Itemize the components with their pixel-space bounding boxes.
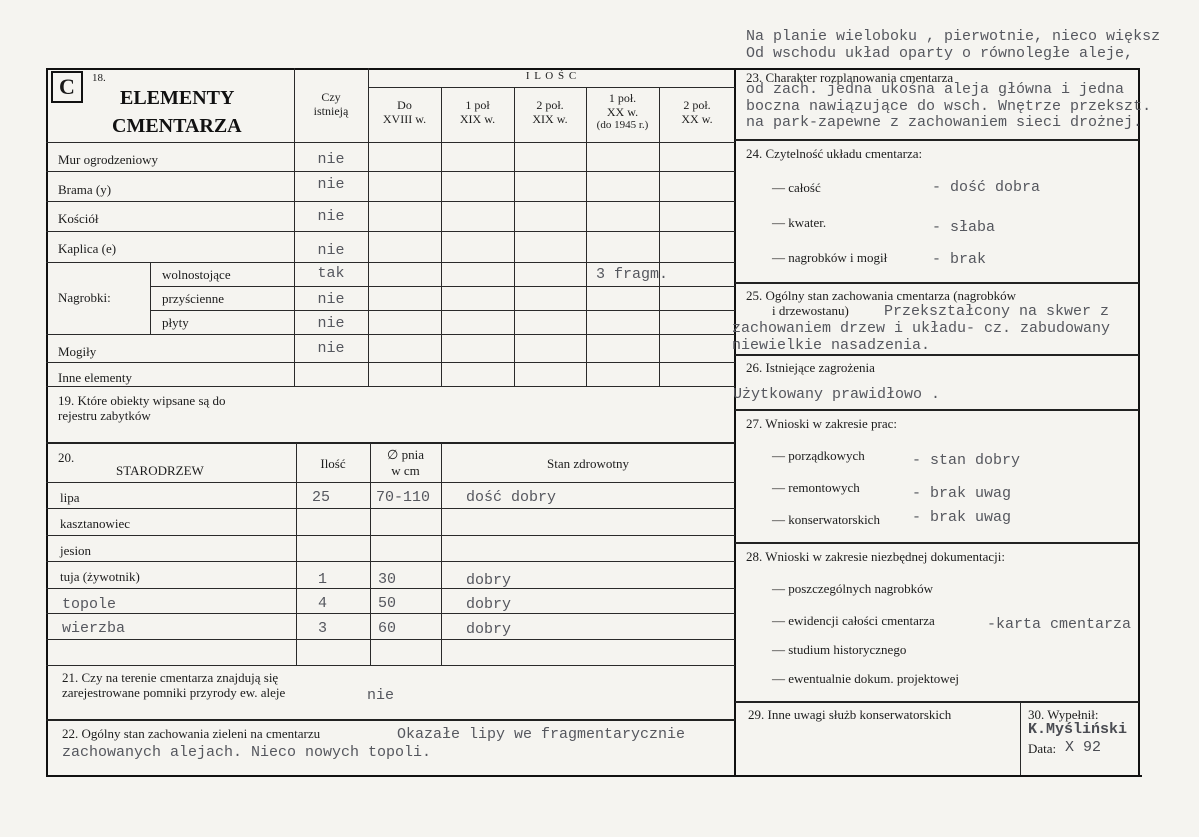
tree-diameter: 30	[378, 571, 397, 588]
row-line	[46, 171, 735, 172]
row-line	[46, 362, 735, 363]
s21-value: nie	[367, 687, 395, 704]
row-label-inne: Inne elementy	[58, 370, 132, 385]
row-label-kaplica: Kaplica (e)	[58, 241, 117, 256]
s28-row-label: — ewidencji całości cmentarza	[772, 613, 935, 628]
col-header-5a: 2 poł.	[683, 98, 711, 112]
top-note-line2: Od wschodu układ oparty o równoległe aleje,	[746, 45, 1134, 62]
s23-label: 23. Charakter rozplanowania cmentarza	[746, 70, 954, 85]
section-divider	[735, 542, 1139, 544]
tree-qty: 4	[318, 595, 328, 612]
s30-date-label: Data:	[1028, 741, 1057, 756]
s26-value: Użytkowany prawidłowo .	[733, 386, 941, 403]
col-line	[150, 262, 151, 334]
row-line	[46, 639, 735, 640]
tree-condition: dość dobry	[466, 489, 557, 506]
row-line	[46, 561, 735, 562]
tree-name: wierzba	[62, 620, 126, 637]
row-line	[46, 201, 735, 202]
row-value-mogily: nie	[317, 340, 345, 357]
row-line	[46, 142, 735, 143]
col-line	[514, 88, 515, 386]
section-divider	[735, 354, 1139, 356]
row-value-mur: nie	[317, 151, 345, 168]
s25-label2: i drzewostanu)	[772, 303, 849, 318]
row-line	[46, 482, 735, 483]
s27-row-value: - stan dobry	[912, 452, 1021, 469]
nagrobki-wolnostojace-extra: 3 fragm.	[596, 266, 669, 283]
s20-pnia-header2: w cm	[391, 463, 420, 478]
col-line	[296, 443, 297, 665]
header-czy: Czy	[321, 90, 341, 104]
s22-value1: Okazałe lipy we fragmentarycznie	[397, 726, 686, 743]
s23-line2: boczna nawiązujące do wsch. Wnętrze przekszt.	[746, 98, 1152, 115]
row-line	[46, 231, 735, 232]
s22-value2: zachowanych alejach. Nieco nowych topoli.	[62, 744, 432, 761]
s24-row-label: — całość	[772, 180, 821, 195]
tree-condition: dobry	[466, 572, 512, 589]
section-divider	[46, 719, 735, 721]
s25-value1: Przekształcony na skwer z	[884, 303, 1110, 320]
col-header-3b: XIX w.	[532, 112, 568, 126]
col-line	[441, 88, 442, 386]
s20-number: 20.	[58, 450, 75, 465]
title-elementy: ELEMENTY	[120, 87, 235, 109]
row-line	[46, 535, 735, 536]
row-line	[46, 665, 735, 666]
tree-name: kasztanowiec	[60, 516, 131, 531]
s20-title: STARODRZEW	[116, 463, 204, 478]
tree-name: lipa	[60, 490, 80, 505]
row-line	[46, 334, 735, 335]
nagrobki-przyscienne: przyścienne	[162, 291, 225, 306]
s24-row-label: — kwater.	[772, 215, 827, 230]
s25-value3: niewielkie nasadzenia.	[732, 337, 931, 354]
row-label-mogily: Mogiły	[58, 344, 97, 359]
row-label-mur: Mur ogrodzeniowy	[58, 152, 159, 167]
title-cmentarza: CMENTARZA	[112, 115, 242, 137]
section-divider	[735, 282, 1139, 284]
frame-right	[1138, 68, 1140, 777]
header-istnieja: istnieją	[313, 104, 349, 118]
tree-condition: dobry	[466, 621, 512, 638]
s28-label: 28. Wnioski w zakresie niezbędnej dokumentacji:	[746, 549, 1005, 564]
s24-row-label: — nagrobków i mogił	[772, 250, 888, 265]
row-line	[368, 87, 735, 88]
s26-label: 26. Istniejące zagrożenia	[746, 360, 875, 375]
col-header-4a: 1 poł.	[608, 91, 637, 105]
header-ilosc: I L O Ś C	[525, 70, 578, 82]
tree-diameter: 50	[378, 595, 397, 612]
section-divider	[735, 139, 1139, 141]
s27-row-value: - brak uwag	[912, 509, 1012, 526]
nagrobki-przyscienne-value: nie	[317, 291, 345, 308]
row-line	[46, 588, 735, 589]
s28-row-label: — ewentualnie dokum. projektowej	[772, 671, 960, 686]
s28-row-label: — studium historycznego	[772, 642, 907, 657]
section-divider	[735, 701, 1139, 703]
col-header-3a: 2 poł.	[536, 98, 564, 112]
row-line	[46, 386, 735, 387]
s27-row-value: - brak uwag	[912, 485, 1012, 502]
tree-diameter: 60	[378, 620, 397, 637]
s27-row-label: — porządkowych	[772, 448, 865, 463]
top-note-line1: Na planie wieloboku , pierwotnie, nieco większ	[746, 28, 1161, 45]
section-letter-box: C	[51, 71, 83, 103]
section-divider	[735, 409, 1139, 411]
tree-qty: 25	[311, 489, 330, 506]
s24-row-value: - słaba	[932, 219, 996, 236]
nagrobki-wolnostojace-value: tak	[317, 265, 345, 282]
s30-name: K.Myśliński	[1028, 721, 1128, 738]
s27-row-label: — remontowych	[772, 480, 860, 495]
s19-line1: 19. Które obiekty wipsane są do	[58, 393, 226, 408]
nagrobki-plyty: płyty	[162, 315, 189, 330]
row-line	[150, 310, 735, 311]
s30-date-value: X 92	[1065, 739, 1102, 756]
tree-qty: 3	[318, 620, 328, 637]
row-label-brama: Brama (y)	[58, 182, 112, 197]
s20-pnia-header1: ∅ pnia	[387, 447, 424, 462]
s24-row-value: - brak	[932, 251, 987, 268]
section-18-number: 18.	[92, 72, 106, 84]
s21-line2: zarejestrowane pomniki przyrody ew. aleje	[62, 685, 286, 700]
col-line	[659, 88, 660, 386]
tree-name: jesion	[60, 543, 92, 558]
s23-line1: od zach. jedna ukośna aleja główna i jedna	[746, 81, 1125, 98]
col-header-4b: XX w.	[606, 105, 639, 119]
row-value-brama: nie	[317, 176, 345, 193]
tree-qty: 1	[318, 571, 328, 588]
tree-name: topole	[62, 596, 117, 613]
row-label-kosciol: Kościół	[58, 211, 99, 226]
tree-diameter: 70-110	[376, 489, 431, 506]
frame-middle	[734, 68, 736, 777]
nagrobki-label: Nagrobki:	[58, 290, 111, 305]
row-value-kaplica: nie	[317, 242, 345, 259]
nagrobki-plyty-value: nie	[317, 315, 345, 332]
col-header-4c: (do 1945 r.)	[596, 119, 649, 131]
frame-left	[46, 68, 48, 777]
row-value-kosciol: nie	[317, 208, 345, 225]
section-divider	[46, 442, 735, 444]
s27-row-label: — konserwatorskich	[772, 512, 880, 527]
s21-line1: 21. Czy na terenie cmentarza znajdują się	[62, 670, 279, 685]
s25-label1: 25. Ogólny stan zachowania cmentarza (nagrobków	[746, 288, 1017, 303]
s25-value2: zachowaniem drzew i układu- cz. zabudowany	[732, 320, 1111, 337]
s19-line2: rejestru zabytków	[58, 408, 151, 423]
col-line	[441, 443, 442, 665]
row-line	[46, 613, 735, 614]
s24-row-value: - dość dobra	[932, 179, 1041, 196]
tree-name: tuja (żywotnik)	[60, 569, 140, 584]
col-header-2a: 1 poł	[465, 98, 490, 112]
s20-stan-header: Stan zdrowotny	[547, 456, 629, 471]
s22-label: 22. Ogólny stan zachowania zieleni na cmentarzu	[62, 726, 321, 741]
s23-line3: na park-zapewne z zachowaniem sieci drożnej.	[746, 114, 1143, 131]
col-line	[586, 88, 587, 386]
s27-label: 27. Wnioski w zakresie prac:	[746, 416, 898, 431]
nagrobki-wolnostojace: wolnostojące	[162, 267, 231, 282]
row-line	[46, 508, 735, 509]
frame-bottom	[46, 775, 1142, 777]
col-header-1a: Do	[397, 98, 412, 112]
s29-label: 29. Inne uwagi służb konserwatorskich	[748, 707, 952, 722]
col-header-1b: XVIII w.	[382, 112, 427, 126]
s24-label: 24. Czytelność układu cmentarza:	[746, 146, 923, 161]
row-line	[150, 286, 735, 287]
s28-row-label: — poszczególnych nagrobków	[772, 581, 934, 596]
tree-condition: dobry	[466, 596, 512, 613]
s20-ilosc-header: Ilość	[320, 456, 346, 471]
col-line	[1020, 702, 1021, 775]
s30-label: 30. Wypełnił:	[1028, 707, 1099, 722]
col-header-5b: XX w.	[681, 112, 713, 126]
col-header-2b: XIX w.	[459, 112, 496, 126]
row-line	[46, 262, 735, 263]
s28-row-value: -karta cmentarza	[987, 616, 1132, 633]
